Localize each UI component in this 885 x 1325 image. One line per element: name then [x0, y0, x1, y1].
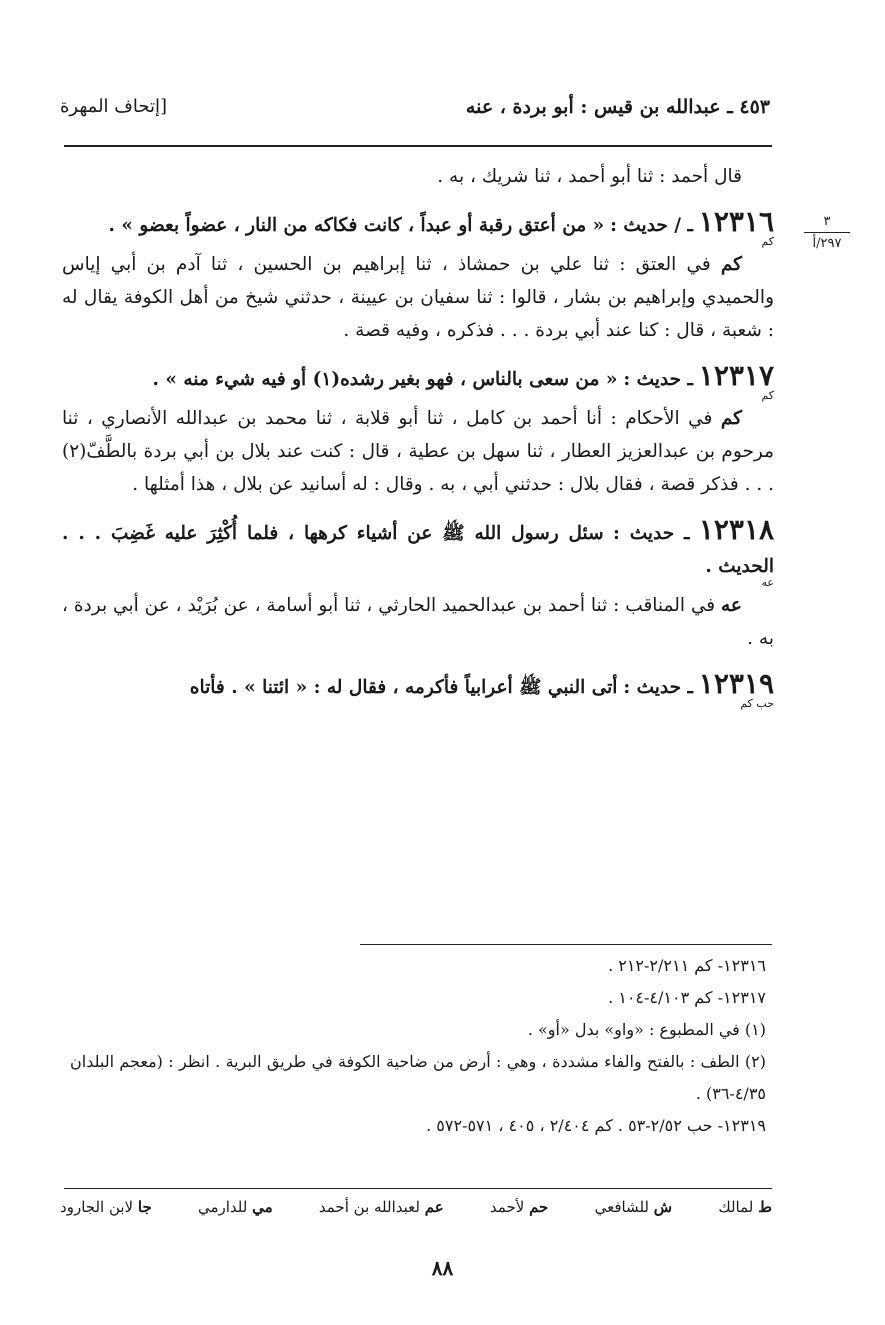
- legend-item: ش للشافعي: [594, 1198, 673, 1216]
- sigla-legend: [60, 1198, 772, 1216]
- hadith-label: ـ / حديث :: [610, 215, 693, 236]
- main-text: [62, 160, 774, 710]
- hadith-label: ـ حديث :: [612, 523, 690, 544]
- legend-item: عم لعبدالله بن أحمد: [318, 1198, 444, 1216]
- footnote: ١٢٣١٩- حب ٢/٥٢-٥٣ . كم ٢/٤٠٤ ، ٤٠٥ ، ٥٧١-٥٧٢ .: [426, 1116, 766, 1135]
- hadith-number: ١٢٣١٩: [698, 667, 774, 700]
- legend-rule: [64, 1188, 772, 1189]
- legend-item: جا لابن الجارود: [60, 1198, 152, 1216]
- footnote-rule: [360, 944, 772, 945]
- hadith-text: « من أعتق رقبة أو عبداً ، كانت فكاكه من النار ، عضواً بعضو » .: [108, 215, 605, 236]
- hadith-number: ١٢٣١٧: [698, 359, 774, 392]
- margin-note-divider: [804, 232, 850, 233]
- hadith-text: « من سعى بالناس ، فهو بغير رشده(١) أو فيه شيء منه » .: [152, 369, 618, 390]
- source-text: في العتق : ثنا علي بن حمشاذ ، ثنا إبراهيم بن الحسين ، ثنا آدم بن أبي إياس والحميدي وإبراهيم بن بشار ، قالوا : ثنا سفيان بن عيينة ، حدثني شيخ من أهل الكوفة يقال له : شعبة ، قال : كنا عند أبي بردة . . . فذكره ، وفيه قصة .: [62, 254, 774, 341]
- entry-intro: قال أحمد : ثنا أبو أحمد ، ثنا شريك ، به .: [437, 166, 742, 187]
- source-siglum: عه: [721, 595, 742, 616]
- header-rule: [64, 145, 772, 147]
- hadith-number: ١٢٣١٨: [698, 513, 775, 546]
- page-number: ٨٨: [431, 1256, 454, 1280]
- source-text: في المناقب : ثنا أحمد بن عبدالحميد الحارثي ، ثنا أبو أسامة ، عن بُرَيْد ، عن أبي بردة ، به .: [62, 595, 774, 649]
- margin-note-bottom: ٢٩٧/أ: [812, 236, 842, 251]
- footnote: (١) في المطبوع : «واو» بدل «أو» .: [527, 1020, 766, 1039]
- hadith-heading: [62, 359, 774, 396]
- header-chapter-title: ٤٥٣ ـ عبدالله بن قيس : أبو بردة ، عنه: [465, 96, 770, 118]
- hadith-number: ١٢٣١٦: [698, 205, 774, 238]
- hadith-heading: [62, 513, 774, 583]
- legend-item: ط لمالك: [718, 1198, 772, 1216]
- margin-note: [796, 214, 858, 252]
- hadith-label: ـ حديث :: [623, 677, 693, 698]
- hadith-entry-12317: [62, 359, 774, 501]
- hadith-heading: [62, 205, 774, 242]
- footnote: (٢) الطف : بالفتح والفاء مشددة ، وهي : أرض من ضاحية الكوفة في طريق البرية . انظر : (معجم البلدان ٤/٣٥-٣٦) .: [70, 1052, 766, 1103]
- source-text: في الأحكام : أنا أحمد بن كامل ، ثنا أبو قلابة ، ثنا محمد بن عبدالله الأنصاري ، ثنا مرحوم بن عبدالعزيز العطار ، ثنا سهل بن عطية ، قال : كنت عند بلال بن أبي بردة بالطَّفّ(٢) . . . فذكر قصة ، فقال بلال : حدثني أبي ، به . وقال : له أسانيد عن بلال ، هذا أمثلها .: [62, 408, 774, 495]
- footnote: ١٢٣١٧- كم ٤/١٠٣-١٠٤ .: [608, 988, 766, 1007]
- hadith-entry-12318: [62, 513, 774, 655]
- hadith-siglum: كم: [761, 235, 774, 248]
- legend-item: مي للدارمي: [197, 1198, 273, 1216]
- footnote: ١٢٣١٦- كم ٢/٢١١-٢١٢ .: [608, 956, 766, 975]
- hadith-siglum: عه: [761, 576, 774, 589]
- hadith-source: [62, 248, 774, 347]
- hadith-source: [62, 402, 774, 501]
- legend-item: حم لأحمد: [489, 1198, 549, 1216]
- hadith-label: ـ حديث :: [623, 369, 693, 390]
- hadith-source: [62, 589, 774, 655]
- hadith-siglum: حب كم: [740, 697, 774, 710]
- hadith-text: سئل رسول الله ﷺ عن أشياء كرهها ، فلما أُكْثِرَ عليه غَضِبَ . . . الحديث .: [62, 523, 774, 577]
- hadith-entry-12316: [62, 205, 774, 347]
- source-siglum: كم: [720, 254, 742, 275]
- header-book-title: [إتحاف المهرة: [60, 96, 168, 117]
- hadith-entry-12319: [62, 667, 774, 710]
- margin-note-top: ٣: [823, 214, 831, 229]
- footnotes: [70, 950, 766, 1142]
- hadith-siglum: كم: [761, 389, 774, 402]
- source-siglum: كم: [720, 408, 742, 429]
- running-header: [60, 96, 770, 128]
- hadith-text: أتى النبي ﷺ أعرابياً فأكرمه ، فقال له : « ائتنا » . فأتاه: [189, 677, 618, 698]
